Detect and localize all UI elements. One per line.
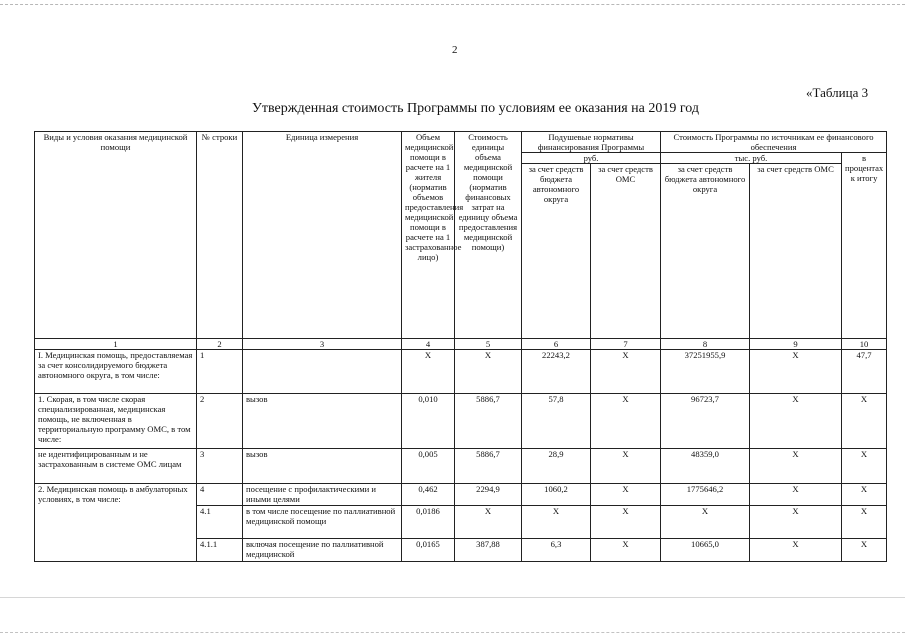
table-row bbox=[35, 394, 887, 449]
column-number: 1 bbox=[35, 339, 197, 350]
row-volume: 0,005 bbox=[402, 449, 455, 484]
header-tc-percent: в процентах к итогу bbox=[842, 153, 887, 339]
table-row bbox=[35, 484, 887, 506]
header-total-unit: тыс. руб. bbox=[661, 153, 842, 164]
column-number: 6 bbox=[522, 339, 591, 350]
row-volume: 0,0165 bbox=[402, 539, 455, 562]
scan-artifact-bottom bbox=[0, 632, 905, 637]
row-unit: вызов bbox=[243, 449, 402, 484]
row-number: 4.1.1 bbox=[197, 539, 243, 562]
header-types: Виды и условия оказания медицинской помощи bbox=[35, 132, 197, 339]
row-pc-budget: 57,8 bbox=[522, 394, 591, 449]
row-name: 1. Скорая, в том числе скорая специализированная, медицинская помощь, не включенная в территориальную программу ОМС, в том числе: bbox=[35, 394, 197, 449]
row-percent: X bbox=[842, 539, 887, 562]
header-tc-oms: за счет средств ОМС bbox=[750, 164, 842, 339]
row-unit: вызов bbox=[243, 394, 402, 449]
row-volume: 0,010 bbox=[402, 394, 455, 449]
row-pc-budget: 28,9 bbox=[522, 449, 591, 484]
column-number: 4 bbox=[402, 339, 455, 350]
row-tc-budget: 10665,0 bbox=[661, 539, 750, 562]
row-name: не идентифицированным и не застрахованным в системе ОМС лицам bbox=[35, 449, 197, 484]
column-number: 5 bbox=[455, 339, 522, 350]
row-percent: X bbox=[842, 394, 887, 449]
row-volume: 0,462 bbox=[402, 484, 455, 506]
row-cost: 5886,7 bbox=[455, 394, 522, 449]
row-name: 2. Медицинская помощь в амбулаторных условиях, в том числе: bbox=[35, 484, 197, 562]
row-tc-oms: X bbox=[750, 506, 842, 539]
row-unit: посещение с профилактическими и иными целями bbox=[243, 484, 402, 506]
row-number: 2 bbox=[197, 394, 243, 449]
column-number: 10 bbox=[842, 339, 887, 350]
row-pc-oms: X bbox=[591, 394, 661, 449]
row-tc-oms: X bbox=[750, 449, 842, 484]
table-reference: «Таблица 3 bbox=[806, 85, 869, 100]
row-number: 4.1 bbox=[197, 506, 243, 539]
row-pc-oms: X bbox=[591, 506, 661, 539]
row-tc-oms: X bbox=[750, 539, 842, 562]
row-cost: X bbox=[455, 350, 522, 394]
row-pc-oms: X bbox=[591, 449, 661, 484]
row-cost: 387,88 bbox=[455, 539, 522, 562]
row-tc-oms: X bbox=[750, 350, 842, 394]
row-pc-budget: 1060,2 bbox=[522, 484, 591, 506]
column-number: 8 bbox=[661, 339, 750, 350]
header-per-capita-unit: руб. bbox=[522, 153, 661, 164]
header-pc-oms: за счет средств ОМС bbox=[591, 164, 661, 339]
header-per-capita: Подушевые нормативы финансирования Программы bbox=[522, 132, 661, 153]
column-number: 9 bbox=[750, 339, 842, 350]
header-total-cost: Стоимость Программы по источникам ее финансового обеспечения bbox=[661, 132, 887, 153]
row-unit: включая посещение по паллиативной медицинской bbox=[243, 539, 402, 562]
row-tc-budget: X bbox=[661, 506, 750, 539]
row-cost: 2294,9 bbox=[455, 484, 522, 506]
row-pc-oms: X bbox=[591, 539, 661, 562]
header-pc-budget: за счет средств бюджета автономного округа bbox=[522, 164, 591, 339]
row-percent: X bbox=[842, 484, 887, 506]
row-tc-oms: X bbox=[750, 484, 842, 506]
header-unit: Единица измерения bbox=[243, 132, 402, 339]
table-row bbox=[35, 350, 887, 394]
row-pc-oms: X bbox=[591, 350, 661, 394]
row-percent: X bbox=[842, 506, 887, 539]
row-pc-budget: 22243,2 bbox=[522, 350, 591, 394]
column-number: 2 bbox=[197, 339, 243, 350]
row-cost: X bbox=[455, 506, 522, 539]
column-number: 7 bbox=[591, 339, 661, 350]
row-unit bbox=[243, 350, 402, 394]
row-tc-budget: 96723,7 bbox=[661, 394, 750, 449]
page-number: 2 bbox=[452, 44, 458, 56]
row-number: 1 bbox=[197, 350, 243, 394]
table-row bbox=[35, 449, 887, 484]
header-tc-budget: за счет средств бюджета автономного округа bbox=[661, 164, 750, 339]
column-number: 3 bbox=[243, 339, 402, 350]
row-tc-budget: 1775646,2 bbox=[661, 484, 750, 506]
row-pc-budget: X bbox=[522, 506, 591, 539]
row-name: I. Медицинская помощь, предоставляемая за счет консолидируемого бюджета автономного округа, в том числе: bbox=[35, 350, 197, 394]
row-volume: 0,0186 bbox=[402, 506, 455, 539]
row-cost: 5886,7 bbox=[455, 449, 522, 484]
header-row-no: № строки bbox=[197, 132, 243, 339]
row-number: 3 bbox=[197, 449, 243, 484]
row-percent: 47,7 bbox=[842, 350, 887, 394]
scan-artifact-top bbox=[0, 4, 905, 9]
header-cost: Стоимость единицы объема медицинской помощи (норматив финансовых затрат на единицу объема предоставления медицинской помощи) bbox=[455, 132, 522, 339]
row-volume: X bbox=[402, 350, 455, 394]
document-title: Утвержденная стоимость Программы по условиям ее оказания на 2019 год bbox=[252, 101, 699, 116]
row-pc-budget: 6,3 bbox=[522, 539, 591, 562]
row-percent: X bbox=[842, 449, 887, 484]
row-tc-budget: 48359,0 bbox=[661, 449, 750, 484]
header-volume: Объем медицинской помощи в расчете на 1 жителя (норматив объемов предоставления медицинской помощи в расчете на 1 застрахованное лицо) bbox=[402, 132, 455, 339]
row-number: 4 bbox=[197, 484, 243, 506]
row-tc-budget: 37251955,9 bbox=[661, 350, 750, 394]
cost-table bbox=[34, 131, 887, 562]
scan-artifact-line bbox=[0, 597, 905, 599]
row-pc-oms: X bbox=[591, 484, 661, 506]
row-unit: в том числе посещение по паллиативной медицинской помощи bbox=[243, 506, 402, 539]
row-tc-oms: X bbox=[750, 394, 842, 449]
